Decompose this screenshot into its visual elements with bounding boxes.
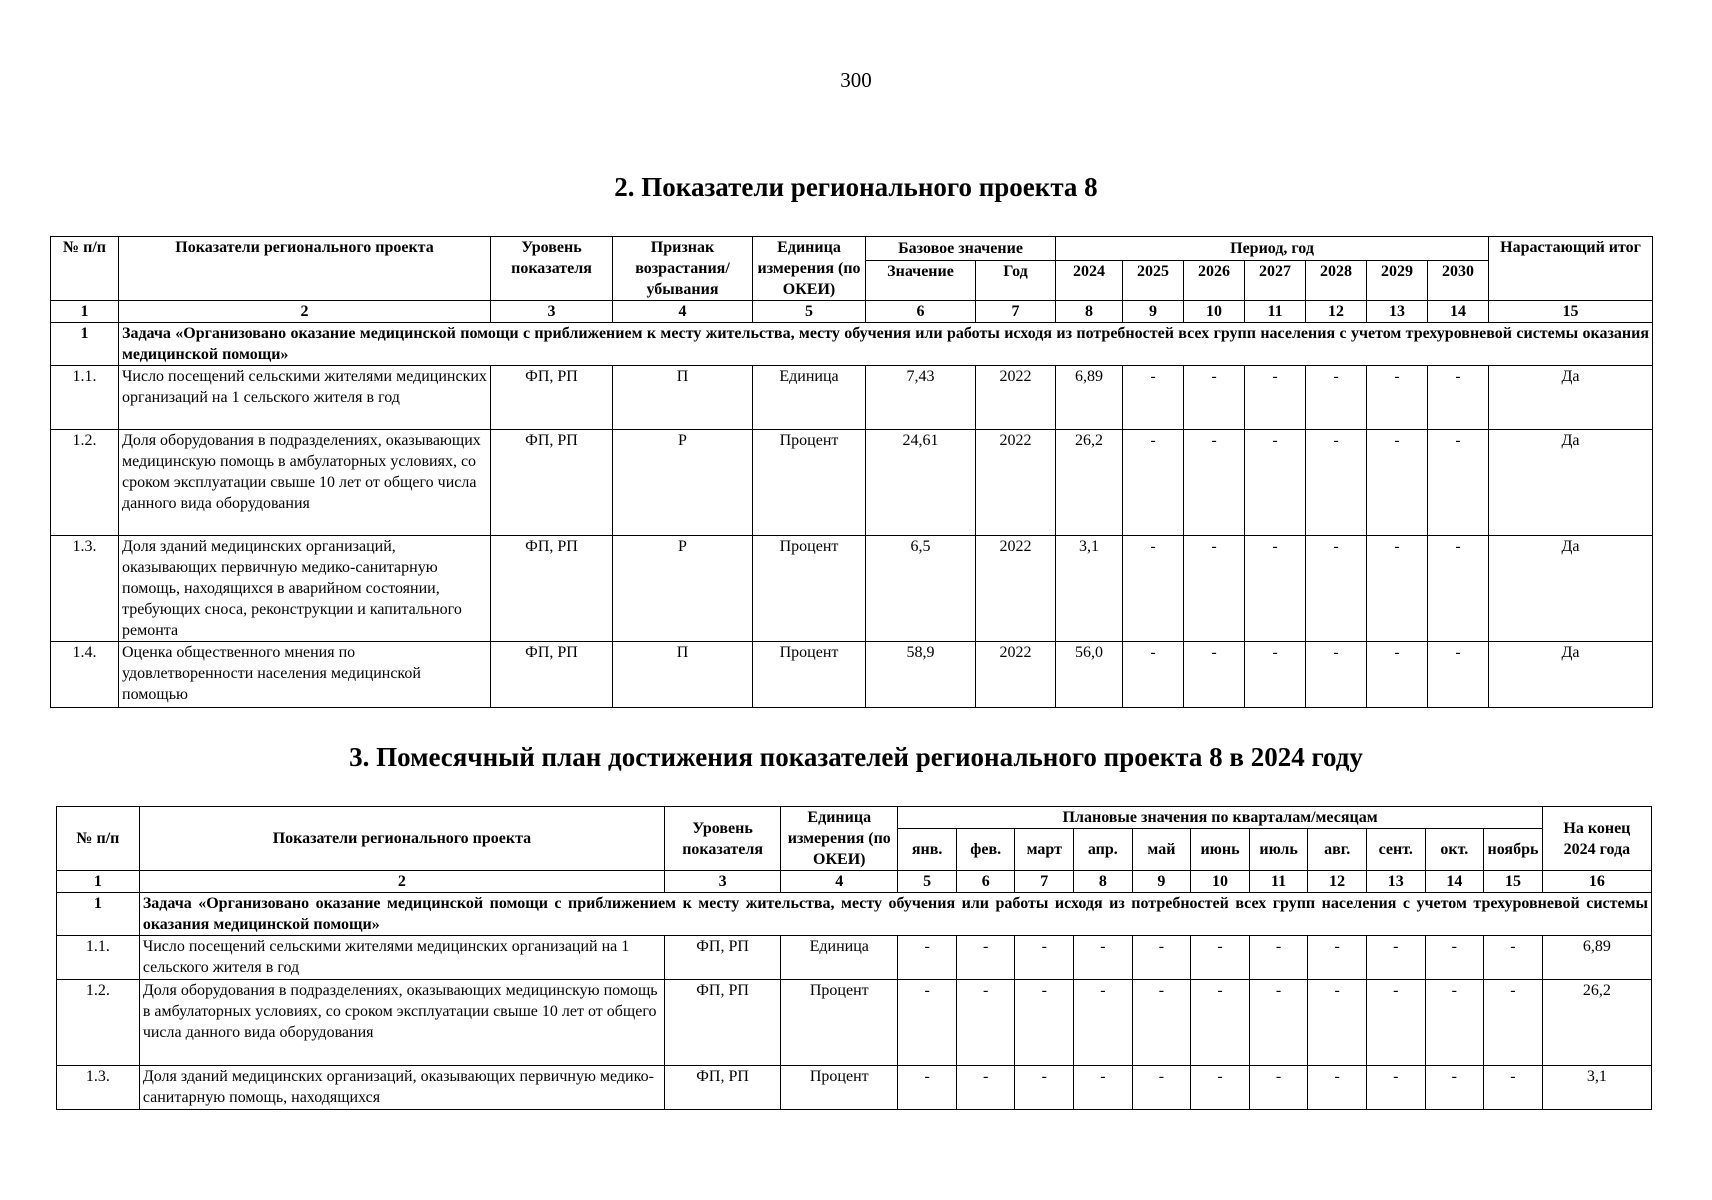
header-month-may: май	[1132, 829, 1191, 871]
row-month-value: -	[1249, 980, 1308, 1066]
row-value-2024: 26,2	[1056, 430, 1123, 536]
row-value-2027: -	[1245, 430, 1306, 536]
header-month-feb: фев.	[956, 829, 1015, 871]
col-number: 1	[51, 301, 119, 323]
row-cumulative: Да	[1489, 536, 1653, 642]
header-indicator: Показатели регионального проекта	[139, 807, 664, 871]
row-base-value: 7,43	[866, 366, 976, 430]
col-number: 5	[753, 301, 866, 323]
header-num: № п/п	[57, 807, 140, 871]
header-year-2029: 2029	[1367, 261, 1428, 301]
col-number: 4	[613, 301, 753, 323]
row-month-value: -	[1425, 936, 1484, 980]
header-level: Уровень показателя	[665, 807, 781, 871]
row-value-2028: -	[1306, 536, 1367, 642]
header-end: На конец 2024 года	[1542, 807, 1651, 871]
header-period: Период, год	[1056, 237, 1489, 261]
column-numbers-row	[51, 301, 1653, 323]
row-unit: Процент	[753, 536, 866, 642]
row-name: Число посещений сельскими жителями медицинских организаций на 1 сельского жителя в год	[119, 366, 491, 430]
row-sign: П	[613, 642, 753, 708]
col-number: 10	[1184, 301, 1245, 323]
row-month-value: -	[1132, 980, 1191, 1066]
col-number: 11	[1245, 301, 1306, 323]
col-number: 10	[1191, 871, 1250, 893]
row-end-value: 6,89	[1542, 936, 1651, 980]
row-name: Доля зданий медицинских организаций, оказывающих первичную медико-санитарную помощь, находящихся	[139, 1066, 664, 1110]
row-month-value: -	[1249, 936, 1308, 980]
row-value-2028: -	[1306, 642, 1367, 708]
row-month-value: -	[1366, 936, 1425, 980]
col-number: 8	[1056, 301, 1123, 323]
row-num: 1.1.	[57, 936, 140, 980]
row-level: ФП, РП	[491, 536, 613, 642]
row-value-2026: -	[1184, 536, 1245, 642]
row-unit: Процент	[753, 642, 866, 708]
row-cumulative: Да	[1489, 642, 1653, 708]
col-number: 6	[956, 871, 1015, 893]
col-number: 7	[976, 301, 1056, 323]
header-year-2027: 2027	[1245, 261, 1306, 301]
row-month-value: -	[1425, 980, 1484, 1066]
row-num: 1.3.	[51, 536, 119, 642]
row-month-value: -	[1074, 980, 1133, 1066]
task-text: Задача «Организовано оказание медицинской помощи с приближением к месту жительства, месту обучения или работы исходя из потребностей всех групп населения с учетом трехуровневой системы оказания медицинской помощи»	[119, 323, 1653, 366]
row-month-value: -	[1191, 980, 1250, 1066]
header-month-nov: ноябрь	[1484, 829, 1543, 871]
row-month-value: -	[956, 1066, 1015, 1110]
row-month-value: -	[1015, 980, 1074, 1066]
header-year-2026: 2026	[1184, 261, 1245, 301]
table-row	[57, 980, 1652, 1066]
page-number: 300	[840, 68, 872, 92]
col-number: 7	[1015, 871, 1074, 893]
header-month-sep: сент.	[1366, 829, 1425, 871]
col-number: 12	[1306, 301, 1367, 323]
row-name: Число посещений сельскими жителями медицинских организаций на 1 сельского жителя в год	[139, 936, 664, 980]
header-month-jul: июль	[1249, 829, 1308, 871]
col-number: 6	[866, 301, 976, 323]
row-num: 1.3.	[57, 1066, 140, 1110]
row-month-value: -	[1132, 936, 1191, 980]
row-value-2027: -	[1245, 536, 1306, 642]
row-value-2027: -	[1245, 366, 1306, 430]
col-number: 14	[1425, 871, 1484, 893]
row-month-value: -	[1074, 936, 1133, 980]
row-month-value: -	[1191, 936, 1250, 980]
row-unit: Единица	[753, 366, 866, 430]
section-2-title: 2. Показатели регионального проекта 8	[614, 172, 1098, 202]
row-base-value: 58,9	[866, 642, 976, 708]
header-month-oct: окт.	[1425, 829, 1484, 871]
row-level: ФП, РП	[491, 366, 613, 430]
col-number: 1	[57, 871, 140, 893]
row-value-2026: -	[1184, 366, 1245, 430]
row-sign: П	[613, 366, 753, 430]
row-base-year: 2022	[976, 536, 1056, 642]
header-level: Уровень показателя	[491, 237, 613, 301]
monthly-plan-table	[56, 806, 1652, 1110]
column-numbers-row	[57, 871, 1652, 893]
row-level: ФП, РП	[665, 936, 781, 980]
row-month-value: -	[898, 1066, 957, 1110]
row-base-year: 2022	[976, 642, 1056, 708]
row-month-value: -	[1366, 980, 1425, 1066]
row-level: ФП, РП	[665, 1066, 781, 1110]
col-number: 9	[1123, 301, 1184, 323]
row-month-value: -	[1249, 1066, 1308, 1110]
row-month-value: -	[1191, 1066, 1250, 1110]
row-name: Доля оборудования в подразделениях, оказывающих медицинскую помощь в амбулаторных условиях, со сроком эксплуатации свыше 10 лет от общего числа данного вида оборудования	[139, 980, 664, 1066]
col-number: 2	[119, 301, 491, 323]
row-month-value: -	[1015, 936, 1074, 980]
col-number: 15	[1489, 301, 1653, 323]
row-num: 1.2.	[51, 430, 119, 536]
row-value-2024: 56,0	[1056, 642, 1123, 708]
row-base-year: 2022	[976, 430, 1056, 536]
row-level: ФП, РП	[491, 430, 613, 536]
row-month-value: -	[1425, 1066, 1484, 1110]
task-num: 1	[57, 893, 140, 936]
col-number: 13	[1367, 301, 1428, 323]
row-level: ФП, РП	[491, 642, 613, 708]
row-cumulative: Да	[1489, 430, 1653, 536]
row-name: Оценка общественного мнения по удовлетворенности населения медицинской помощью	[119, 642, 491, 708]
table-row	[51, 366, 1653, 430]
row-value-2024: 3,1	[1056, 536, 1123, 642]
header-month-jun: июнь	[1191, 829, 1250, 871]
header-month-aug: авг.	[1308, 829, 1367, 871]
header-plan: Плановые значения по кварталам/месяцам	[898, 807, 1543, 829]
row-value-2025: -	[1123, 536, 1184, 642]
row-name: Доля зданий медицинских организаций, оказывающих первичную медико-санитарную помощь, находящихся в аварийном состоянии, требующих сноса, реконструкции и капитального ремонта	[119, 536, 491, 642]
task-num: 1	[51, 323, 119, 366]
row-sign: Р	[613, 536, 753, 642]
row-name: Доля оборудования в подразделениях, оказывающих медицинскую помощь в амбулаторных условиях, со сроком эксплуатации свыше 10 лет от общего числа данного вида оборудования	[119, 430, 491, 536]
indicators-table	[50, 236, 1653, 708]
row-value-2028: -	[1306, 366, 1367, 430]
row-end-value: 26,2	[1542, 980, 1651, 1066]
row-value-2029: -	[1367, 642, 1428, 708]
header-unit: Единица измерения (по ОКЕИ)	[753, 237, 866, 301]
row-month-value: -	[1015, 1066, 1074, 1110]
header-sign: Признак возрастания/ убывания	[613, 237, 753, 301]
col-number: 12	[1308, 871, 1367, 893]
row-value-2025: -	[1123, 430, 1184, 536]
row-value-2028: -	[1306, 430, 1367, 536]
row-value-2029: -	[1367, 536, 1428, 642]
table-row	[51, 642, 1653, 708]
row-value-2029: -	[1367, 366, 1428, 430]
col-number: 8	[1074, 871, 1133, 893]
row-value-2025: -	[1123, 642, 1184, 708]
row-value-2030: -	[1428, 642, 1489, 708]
row-month-value: -	[1484, 1066, 1543, 1110]
row-sign: Р	[613, 430, 753, 536]
col-number: 4	[781, 871, 898, 893]
row-month-value: -	[898, 980, 957, 1066]
header-base: Базовое значение	[866, 237, 1056, 261]
row-value-2030: -	[1428, 430, 1489, 536]
header-num: № п/п	[51, 237, 119, 301]
row-unit: Процент	[781, 1066, 898, 1110]
row-month-value: -	[1484, 980, 1543, 1066]
task-row	[57, 893, 1652, 936]
col-number: 11	[1249, 871, 1308, 893]
row-base-value: 6,5	[866, 536, 976, 642]
row-value-2029: -	[1367, 430, 1428, 536]
row-unit: Процент	[781, 980, 898, 1066]
row-cumulative: Да	[1489, 366, 1653, 430]
row-base-year: 2022	[976, 366, 1056, 430]
row-num: 1.1.	[51, 366, 119, 430]
task-row	[51, 323, 1653, 366]
table-row	[51, 430, 1653, 536]
row-month-value: -	[956, 936, 1015, 980]
row-value-2027: -	[1245, 642, 1306, 708]
row-num: 1.2.	[57, 980, 140, 1066]
row-value-2025: -	[1123, 366, 1184, 430]
row-level: ФП, РП	[665, 980, 781, 1066]
row-month-value: -	[1132, 1066, 1191, 1110]
task-text: Задача «Организовано оказание медицинской помощи с приближением к месту жительства, месту обучения или работы исходя из потребностей всех групп населения с учетом трехуровневой системы оказания медицинской помощи»	[139, 893, 1651, 936]
row-base-value: 24,61	[866, 430, 976, 536]
col-number: 3	[491, 301, 613, 323]
header-indicator: Показатели регионального проекта	[119, 237, 491, 301]
header-month-mar: март	[1015, 829, 1074, 871]
header-month-apr: апр.	[1074, 829, 1133, 871]
col-number: 5	[898, 871, 957, 893]
row-month-value: -	[898, 936, 957, 980]
table-row	[51, 536, 1653, 642]
header-year-2030: 2030	[1428, 261, 1489, 301]
header-unit: Единица измерения (по ОКЕИ)	[781, 807, 898, 871]
header-year-2025: 2025	[1123, 261, 1184, 301]
row-value-2024: 6,89	[1056, 366, 1123, 430]
header-cumulative: Нарастающий итог	[1489, 237, 1653, 301]
section-3-title: 3. Помесячный план достижения показателей регионального проекта 8 в 2024 году	[349, 742, 1363, 772]
col-number: 14	[1428, 301, 1489, 323]
row-num: 1.4.	[51, 642, 119, 708]
row-month-value: -	[1308, 936, 1367, 980]
row-unit: Единица	[781, 936, 898, 980]
col-number: 3	[665, 871, 781, 893]
row-month-value: -	[956, 980, 1015, 1066]
row-value-2030: -	[1428, 536, 1489, 642]
row-month-value: -	[1308, 1066, 1367, 1110]
col-number: 16	[1542, 871, 1651, 893]
col-number: 13	[1366, 871, 1425, 893]
header-year-2028: 2028	[1306, 261, 1367, 301]
header-year-2024: 2024	[1056, 261, 1123, 301]
row-month-value: -	[1074, 1066, 1133, 1110]
col-number: 2	[139, 871, 664, 893]
header-base-year: Год	[976, 261, 1056, 301]
header-base-value: Значение	[866, 261, 976, 301]
header-month-jan: янв.	[898, 829, 957, 871]
table-row	[57, 1066, 1652, 1110]
row-value-2026: -	[1184, 642, 1245, 708]
row-value-2026: -	[1184, 430, 1245, 536]
row-month-value: -	[1484, 936, 1543, 980]
col-number: 9	[1132, 871, 1191, 893]
row-month-value: -	[1366, 1066, 1425, 1110]
row-unit: Процент	[753, 430, 866, 536]
row-end-value: 3,1	[1542, 1066, 1651, 1110]
row-month-value: -	[1308, 980, 1367, 1066]
row-value-2030: -	[1428, 366, 1489, 430]
table-row	[57, 936, 1652, 980]
col-number: 15	[1484, 871, 1543, 893]
